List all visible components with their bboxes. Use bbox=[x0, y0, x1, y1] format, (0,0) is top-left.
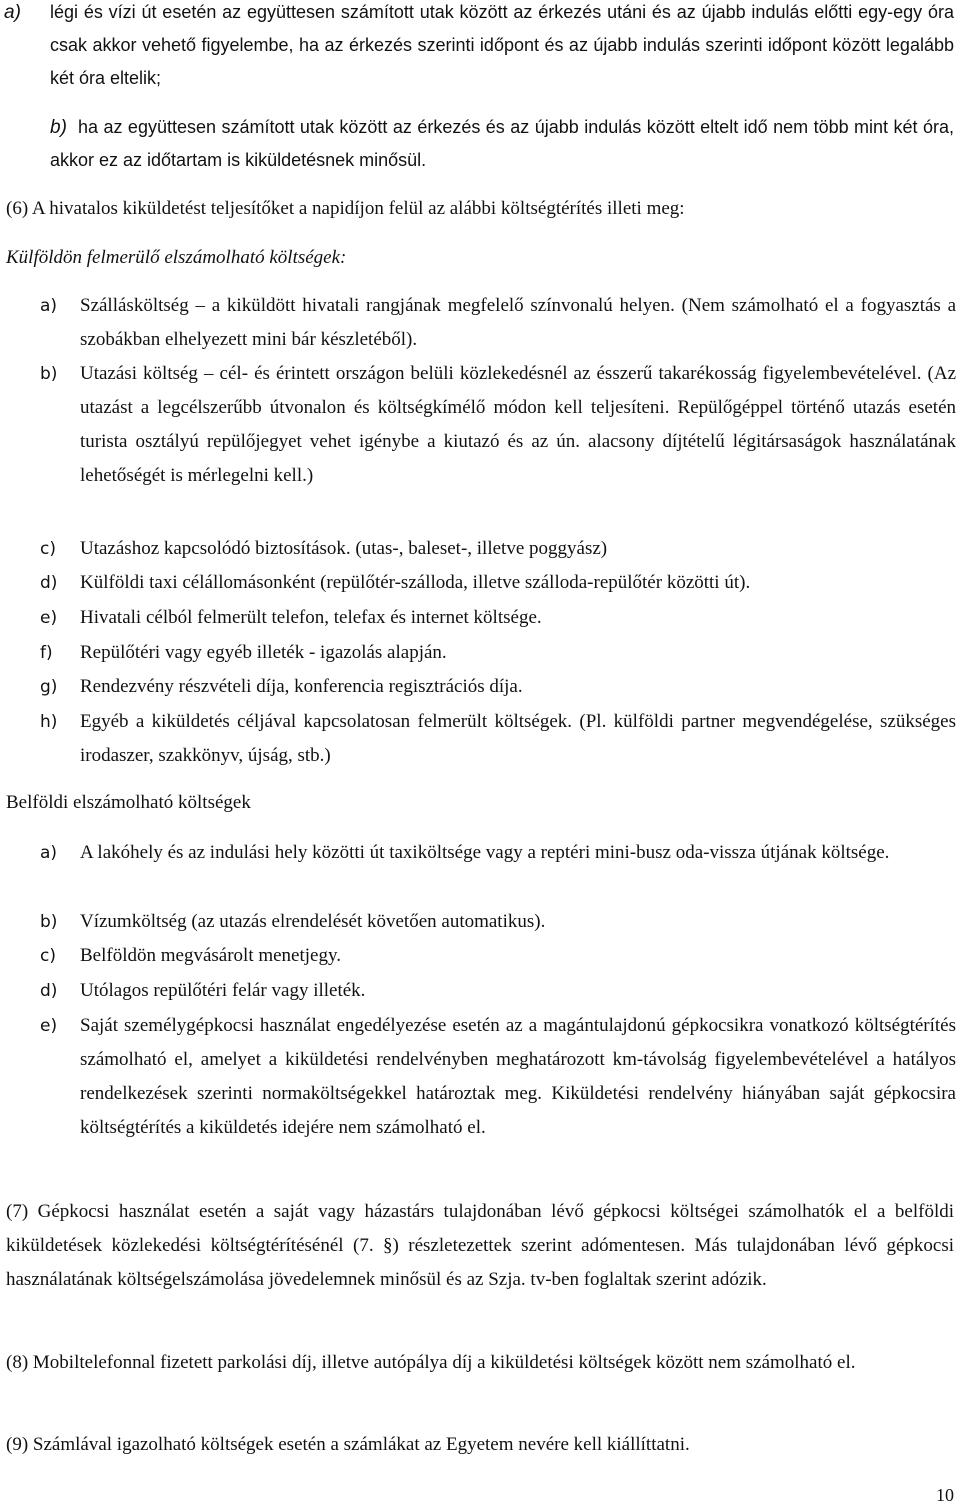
item-text: Szállásköltség – a kiküldött hivatali rangjának megfelelő színvonalú helyen. (Nem számolható el a fogyasztás a szobákban elhelyezett mini bár készletéből). bbox=[80, 295, 956, 350]
item-marker: a) bbox=[40, 843, 58, 863]
foreign-item-e bbox=[40, 601, 956, 635]
item-marker: e) bbox=[40, 1016, 58, 1036]
item-text: Utazáshoz kapcsolódó biztosítások. (utas-, baleset-, illetve poggyász) bbox=[80, 538, 608, 559]
item-marker: b) bbox=[50, 117, 67, 138]
domestic-item-b bbox=[40, 905, 956, 939]
item-text: Saját személygépkocsi használat engedélyezése esetén az a magántulajdonú gépkocsikra vonatkozó költségtérítés számolható el, amelyet a kiküldetési rendelvényben meghatározott km-távolság figyelembevételével a hatályos rendelkezések szerinti normaköltségekkel határoztak meg. Kiküldetési rendelvény hiányában saját gépkocsira költségtérítés a kiküldetés idejére nem számolható el. bbox=[80, 1015, 956, 1138]
foreign-item-h bbox=[40, 705, 956, 773]
domestic-costs-heading: Belföldi elszámolható költségek bbox=[6, 792, 251, 813]
foreign-item-d bbox=[40, 566, 956, 600]
item-text: Utólagos repülőtéri felár vagy illeték. bbox=[80, 980, 366, 1001]
foreign-item-a bbox=[40, 289, 956, 357]
item-marker: h) bbox=[40, 712, 58, 732]
domestic-item-e bbox=[40, 1009, 956, 1145]
item-marker: g) bbox=[40, 677, 58, 697]
item-marker: d) bbox=[40, 981, 58, 1001]
intro-item-b bbox=[0, 111, 960, 177]
page-number: 10 bbox=[936, 1485, 954, 1505]
item-text: Vízumköltség (az utazás elrendelését követően automatikus). bbox=[80, 911, 546, 932]
item-marker: d) bbox=[40, 573, 58, 593]
paragraph-9: (9) Számlával igazolható költségek esetén a számlákat az Egyetem nevére kell kiállíttatni. bbox=[6, 1434, 690, 1455]
item-marker: c) bbox=[40, 946, 56, 966]
domestic-item-d bbox=[40, 974, 956, 1008]
domestic-item-a bbox=[40, 836, 956, 870]
paragraph-8: (8) Mobiltelefonnal fizetett parkolási díj, illetve autópálya díj a kiküldetési költségek között nem számolható el. bbox=[6, 1352, 856, 1373]
foreign-item-g bbox=[40, 670, 956, 704]
item-marker: a) bbox=[40, 296, 58, 316]
item-text: ha az együttesen számított utak között az érkezés és az újabb indulás között eltelt idő nem több mint két óra, akkor ez az időtartam is kiküldetésnek minősül. bbox=[50, 117, 954, 170]
item-marker: b) bbox=[40, 912, 58, 932]
foreign-item-c bbox=[40, 532, 956, 566]
item-text: Egyéb a kiküldetés céljával kapcsolatosan felmerült költségek. (Pl. külföldi partner megvendégelése, szükséges irodaszer, szakkönyv, újság, stb.) bbox=[80, 711, 956, 766]
paragraph-7: (7) Gépkocsi használat esetén a saját vagy házastárs tulajdonában lévő gépkocsi költségei számolhatók el a belföldi kiküldetések közlekedési költségtérítésénél (7. §) részletezettek szerint adómentesen. Más tulajdonában lévő gépkocsi használatának költségelszámolása jövedelemnek minősül és az Szja. tv-ben foglaltak szerint adózik. bbox=[6, 1201, 954, 1290]
item-marker: a) bbox=[4, 2, 21, 23]
item-marker: c) bbox=[40, 539, 56, 559]
item-text: Utazási költség – cél- és érintett országon belüli közlekedésnél az ésszerű takarékosság figyelembevételével. (Az utazást a legcélszerűbb útvonalon és költségkímélő módon kell teljesíteni. Repülőgéppel történő utazás esetén turista osztályú repülőjegyet vehet igénybe a kiutazó és az ún. alacsony díjtételű légitársaságok használatának lehetőségét is mérlegelni kell.) bbox=[80, 363, 956, 486]
foreign-item-f bbox=[40, 636, 956, 670]
foreign-costs-heading: Külföldön felmerülő elszámolható költségek: bbox=[6, 247, 347, 268]
intro-item-a bbox=[0, 0, 960, 95]
item-text: Külföldi taxi célállomásonként (repülőtér-szálloda, illetve szálloda-repülőtér közötti út). bbox=[80, 572, 751, 593]
item-text: Hivatali célból felmerült telefon, telefax és internet költsége. bbox=[80, 607, 542, 628]
item-marker: e) bbox=[40, 608, 58, 628]
paragraph-6: (6) A hivatalos kiküldetést teljesítőket a napidíjon felül az alábbi költségtérítés illeti meg: bbox=[6, 198, 685, 219]
domestic-item-c bbox=[40, 939, 956, 973]
item-text: légi és vízi út esetén az együttesen számított utak között az érkezés utáni és az újabb indulás előtti egy-egy óra csak akkor vehető figyelembe, ha az érkezés szerinti időpont és az újabb indulás szerinti időpont között legalább két óra eltelik; bbox=[50, 2, 954, 88]
item-text: A lakóhely és az indulási hely közötti út taxiköltsége vagy a reptéri mini-busz oda-vissza útjának költsége. bbox=[80, 842, 890, 863]
item-text: Repülőtéri vagy egyéb illeték - igazolás alapján. bbox=[80, 642, 447, 663]
item-marker: b) bbox=[40, 364, 58, 384]
item-text: Rendezvény részvételi díja, konferencia regisztrációs díja. bbox=[80, 676, 523, 697]
foreign-item-b bbox=[40, 357, 956, 493]
item-text: Belföldön megvásárolt menetjegy. bbox=[80, 945, 341, 966]
item-marker: f) bbox=[40, 643, 53, 663]
